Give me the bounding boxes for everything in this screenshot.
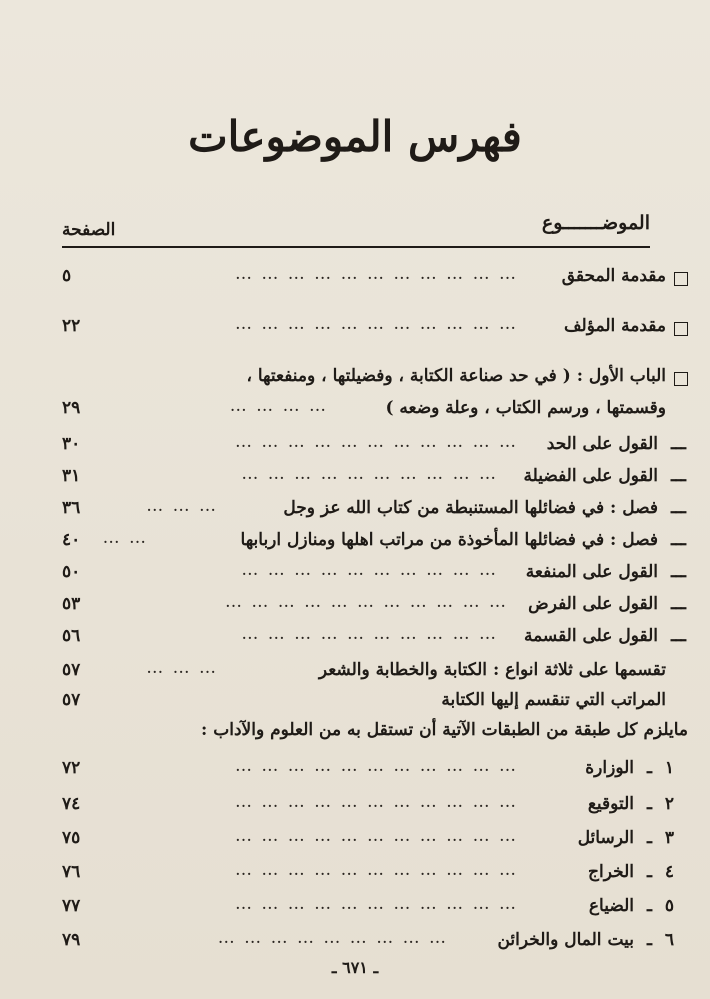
leader-dots: … … … … … … … … … … …	[234, 264, 518, 284]
leader-dots: … … … … … … … … … … …	[234, 756, 518, 776]
page-number: ـ ٦٧١ ـ	[331, 958, 379, 977]
dash-marker: ـــ	[671, 530, 686, 550]
leader-dots: … … … … … … … … … … …	[234, 792, 518, 812]
entry-text: القول على الحد	[546, 434, 658, 454]
dash-marker: ـــ	[671, 498, 686, 518]
toc-entry	[62, 626, 688, 656]
entry-text: مقدمة المؤلف	[563, 316, 666, 336]
entry-page: ٥٦	[62, 626, 81, 646]
entry-page: ٧٢	[62, 758, 81, 778]
dash-marker: ـ	[647, 930, 652, 950]
square-bullet-icon	[674, 272, 688, 286]
toc-entry	[62, 660, 688, 690]
entry-text: بيت المال والخرائن	[497, 930, 634, 950]
entry-number: ٢	[664, 794, 674, 814]
page-column-header: الصفحة	[62, 220, 116, 240]
entry-text: الوزارة	[585, 758, 634, 778]
toc-entry	[62, 530, 688, 560]
entry-text: الضياع	[588, 896, 634, 916]
entry-page: ٤٠	[62, 530, 81, 550]
leader-dots: … … … … … … … … … … …	[234, 314, 518, 334]
entry-page: ٢٢	[62, 316, 81, 336]
leader-dots: … … …	[146, 658, 218, 678]
entry-number: ٤	[664, 862, 674, 882]
entry-page: ٣٠	[62, 434, 81, 454]
square-bullet-icon	[674, 322, 688, 336]
dash-marker: ـــ	[671, 626, 686, 646]
numbered-entry	[62, 828, 688, 858]
toc-entry	[62, 398, 688, 428]
entry-page: ٥٧	[62, 690, 81, 710]
leader-dots: … … … … … … … … … … …	[234, 432, 518, 452]
dash-marker: ـــ	[671, 466, 686, 486]
leader-dots: … … … … … … … … … … …	[234, 860, 518, 880]
dash-marker: ـــ	[671, 562, 686, 582]
toc-entry	[62, 434, 688, 464]
dash-marker: ـ	[647, 758, 652, 778]
entry-page: ٥٠	[62, 562, 81, 582]
entry-page: ٧٧	[62, 896, 81, 916]
entry-page: ٣٦	[62, 498, 81, 518]
subject-column-header: الموضـــــــوع	[541, 212, 650, 234]
toc-entry	[62, 562, 688, 592]
entry-text: الرسائل	[577, 828, 634, 848]
entry-text: وقسمتها ، ورسم الكتاب ، وعلة وضعه )	[385, 398, 666, 418]
entry-page: ٧٤	[62, 794, 81, 814]
toc-entry	[62, 266, 688, 296]
leader-dots: … …	[102, 528, 148, 548]
leader-dots: … … … … … … … … … … …	[234, 826, 518, 846]
leader-dots: … … … … … … … … … …	[241, 560, 498, 580]
toc-entry	[62, 366, 688, 396]
toc-entry	[62, 594, 688, 624]
section-subheading: مايلزم كل طبقة من الطبقات الآتية أن تستقل به من العلوم والآداب :	[201, 720, 688, 740]
entry-number: ٥	[664, 896, 674, 916]
entry-number: ٦	[664, 930, 674, 950]
numbered-entry	[62, 758, 688, 788]
toc-entry	[62, 466, 688, 496]
entry-page: ٥٧	[62, 660, 81, 680]
dash-marker: ـــ	[671, 594, 686, 614]
entry-text: القول على القسمة	[523, 626, 658, 646]
entry-number: ١	[664, 758, 674, 778]
dash-marker: ـ	[647, 828, 652, 848]
entry-page: ٧٥	[62, 828, 81, 848]
entry-text: فصل : في فضائلها المستنبطة من كتاب الله عز وجل	[283, 498, 658, 518]
toc-entry	[62, 498, 688, 528]
toc-entry	[62, 690, 688, 720]
numbered-entry	[62, 794, 688, 824]
entry-page: ٧٩	[62, 930, 81, 950]
leader-dots: … … … …	[229, 396, 328, 416]
entry-text: الباب الأول : ( في حد صناعة الكتابة ، وفضيلتها ، ومنفعتها ،	[246, 366, 666, 386]
leader-dots: … … … … … … … … … …	[241, 624, 498, 644]
entry-text: القول على الفرض	[528, 594, 658, 614]
entry-text: القول على المنفعة	[525, 562, 658, 582]
entry-page: ٧٦	[62, 862, 81, 882]
leader-dots: … … … … … … … … … … …	[224, 592, 508, 612]
leader-dots: … … … … … … … … … … …	[234, 894, 518, 914]
entry-text: تقسمها على ثلاثة انواع : الكتابة والخطابة والشعر	[318, 660, 666, 680]
leader-dots: … … … … … … … … … …	[241, 464, 498, 484]
entry-page: ٥٣	[62, 594, 81, 614]
entry-page: ٣١	[62, 466, 81, 486]
entry-text: مقدمة المحقق	[561, 266, 666, 286]
page-title: فهرس الموضوعات	[188, 112, 522, 161]
entry-text: القول على الفضيلة	[523, 466, 658, 486]
dash-marker: ـ	[647, 862, 652, 882]
entry-number: ٣	[664, 828, 674, 848]
square-bullet-icon	[674, 372, 688, 386]
entry-text: الخراج	[588, 862, 634, 882]
entry-text: التوقيع	[587, 794, 634, 814]
dash-marker: ـ	[647, 794, 652, 814]
entry-text: فصل : في فضائلها المأخوذة من مراتب اهلها ومنازل اربابها	[240, 530, 658, 550]
numbered-entry	[62, 896, 688, 926]
entry-page: ٢٩	[62, 398, 81, 418]
entry-text: المراتب التي تنقسم إليها الكتابة	[441, 690, 666, 710]
entry-page: ٥	[62, 266, 72, 286]
toc-entry	[62, 316, 688, 346]
leader-dots: … … …	[146, 496, 218, 516]
numbered-entry	[62, 930, 688, 960]
leader-dots: … … … … … … … … …	[217, 928, 448, 948]
numbered-entry	[62, 862, 688, 892]
table-header	[62, 212, 650, 248]
dash-marker: ـ	[647, 896, 652, 916]
dash-marker: ـــ	[671, 434, 686, 454]
